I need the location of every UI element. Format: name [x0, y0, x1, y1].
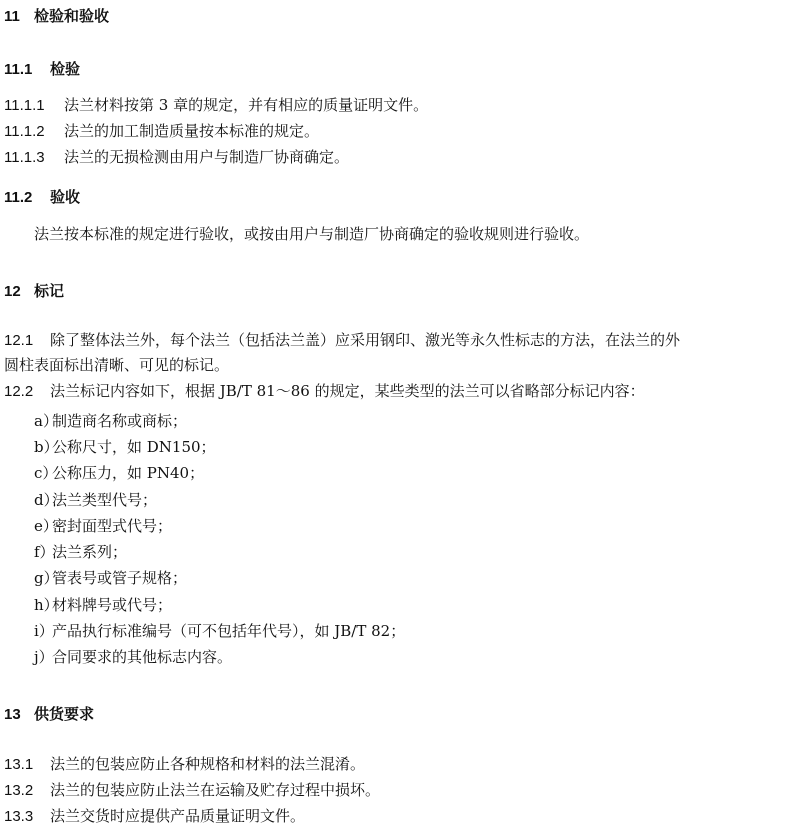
clause-number: 11.1.3 [4, 149, 45, 166]
list-item [34, 568, 187, 588]
list-item-label: e） [34, 517, 58, 535]
list-item [34, 437, 216, 457]
section-11-heading [4, 6, 109, 27]
clause-text: 法兰的加工制造质量按本标准的规定。 [64, 122, 320, 140]
clause-12-2 [4, 381, 645, 402]
clause-13-3 [4, 806, 305, 827]
paragraph-text: 法兰按本标准的规定进行验收，或按由用户与制造厂协商确定的验收规则进行验收。 [34, 225, 590, 243]
section-title: 供货要求 [34, 705, 95, 723]
list-item-label: f） [34, 543, 55, 561]
list-item [34, 490, 157, 510]
clause-number: 12.2 [4, 383, 34, 400]
section-number: 13 [4, 706, 21, 723]
section-11-1-heading [4, 59, 80, 80]
clause-text: 法兰标记内容如下，根据 JB/T 81～86 的规定，某些类型的法兰可以省略部分标记内容： [50, 382, 645, 400]
clause-11-1-3 [4, 147, 349, 168]
section-12-heading [4, 281, 64, 302]
clause-text: 法兰交货时应提供产品质量证明文件。 [50, 807, 306, 825]
clause-13-1 [4, 754, 365, 775]
clause-text: 法兰的无损检测由用户与制造厂协商确定。 [64, 148, 350, 166]
list-item-label: i） [34, 622, 54, 640]
section-title: 验收 [50, 188, 81, 206]
list-item-label: j） [34, 648, 54, 666]
section-title: 检验和验收 [34, 7, 110, 25]
clause-number: 13.3 [4, 808, 34, 825]
list-item-label: d） [34, 491, 59, 509]
section-11-2-heading [4, 187, 80, 208]
section-number: 11 [4, 8, 20, 25]
clause-12-1-continued [4, 355, 229, 375]
clause-number: 11.1.2 [4, 123, 45, 140]
list-item-text: 产品执行标准编号（可不包括年代号），如 JB/T 82； [52, 622, 406, 640]
list-item-label: g） [34, 569, 59, 587]
list-item-label: c） [34, 464, 58, 482]
clause-11-1-2 [4, 121, 319, 142]
section-13-heading [4, 704, 94, 725]
list-item [34, 621, 405, 641]
clause-text: 法兰的包装应防止各种规格和材料的法兰混淆。 [50, 755, 366, 773]
clause-number: 13.2 [4, 782, 34, 799]
clause-text: 法兰的包装应防止法兰在运输及贮存过程中损坏。 [50, 781, 381, 799]
paragraph-11-2 [34, 224, 589, 244]
list-item-text: 密封面型式代号； [52, 517, 173, 535]
list-item-text: 制造商名称或商标； [52, 412, 188, 430]
clause-12-1 [4, 330, 680, 351]
list-item-text: 法兰类型代号； [52, 491, 158, 509]
list-item [34, 411, 187, 431]
list-item [34, 463, 204, 483]
list-item [34, 516, 172, 536]
list-item-text: 材料牌号或代号； [52, 596, 173, 614]
clause-number: 13.1 [4, 756, 34, 773]
list-item-text: 合同要求的其他标志内容。 [52, 648, 233, 666]
list-item-label: h） [34, 596, 59, 614]
list-item-text: 公称尺寸，如 DN150； [52, 438, 216, 456]
list-item-label: b） [34, 438, 59, 456]
list-item [34, 542, 127, 562]
list-item [34, 595, 172, 615]
list-item-text: 法兰系列； [52, 543, 128, 561]
clause-number: 11.1.1 [4, 97, 45, 114]
section-number: 12 [4, 283, 21, 300]
section-number: 11.1 [4, 61, 33, 78]
clause-11-1-1 [4, 95, 428, 116]
clause-text: 除了整体法兰外，每个法兰（包括法兰盖）应采用钢印、激光等永久性标志的方法，在法兰的外 [50, 331, 681, 349]
section-number: 11.2 [4, 189, 33, 206]
clause-text: 圆柱表面标出清晰、可见的标记。 [4, 356, 230, 374]
clause-number: 12.1 [4, 332, 34, 349]
clause-text: 法兰材料按第 3 章的规定，并有相应的质量证明文件。 [64, 96, 429, 114]
section-title: 检验 [50, 60, 81, 78]
list-item [34, 647, 232, 667]
section-title: 标记 [34, 282, 65, 300]
list-item-text: 管表号或管子规格； [52, 569, 188, 587]
clause-13-2 [4, 780, 380, 801]
list-item-label: a） [34, 412, 58, 430]
list-item-text: 公称压力，如 PN40； [52, 464, 205, 482]
